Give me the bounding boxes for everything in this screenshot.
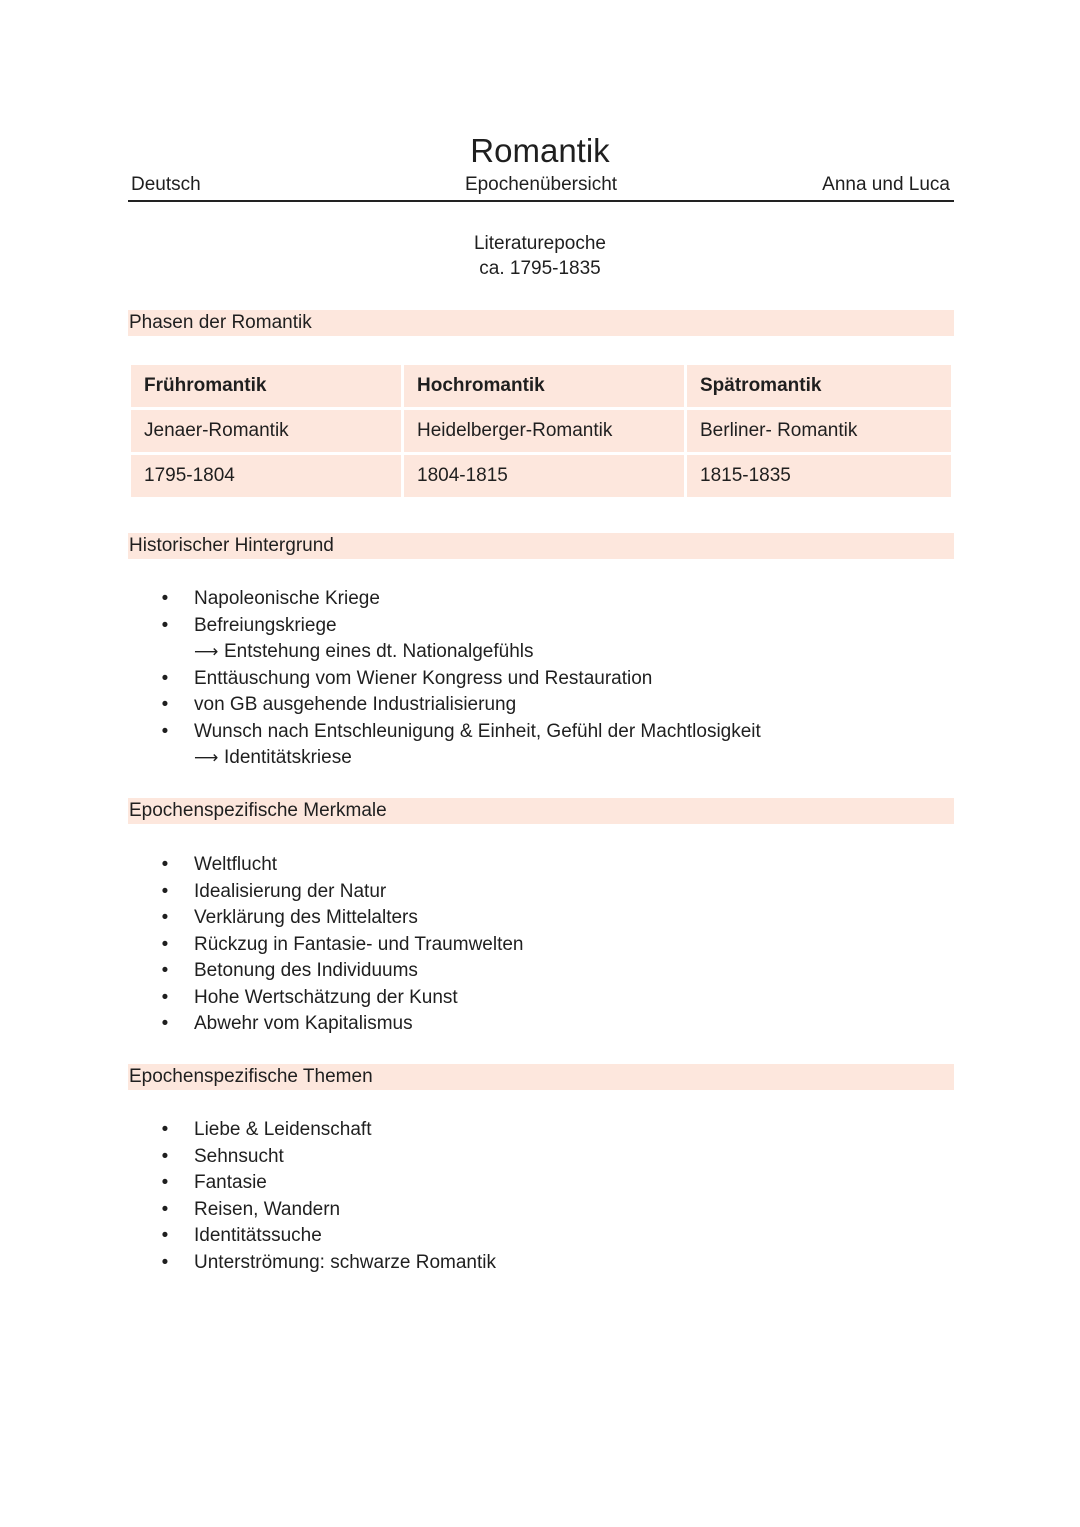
arrow-right-icon: ⟶ bbox=[194, 642, 219, 661]
list-item: • Hohe Wertschätzung der Kunst bbox=[160, 985, 524, 1012]
subtitle-label: Epochenübersicht bbox=[464, 174, 618, 195]
table-cell: Frühromantik bbox=[131, 365, 401, 407]
list-item: • Abwehr vom Kapitalismus bbox=[160, 1011, 524, 1038]
bullet-icon: • bbox=[161, 588, 169, 609]
table-row bbox=[131, 410, 951, 452]
intro-line-2: ca. 1795-1835 bbox=[479, 258, 601, 279]
themes-list bbox=[160, 1117, 496, 1276]
phases-table bbox=[128, 362, 954, 500]
bullet-icon: • bbox=[161, 1225, 169, 1246]
bullet-icon: • bbox=[161, 933, 169, 955]
list-item: • von GB ausgehende Industrialisierung bbox=[160, 692, 761, 719]
intro-block bbox=[0, 231, 1080, 281]
table-row bbox=[131, 455, 951, 497]
list-item: ⟶ Identitätskriese bbox=[160, 745, 761, 772]
bullet-icon: • bbox=[161, 986, 169, 1008]
bullet-icon: • bbox=[161, 1172, 169, 1193]
list-item: • Enttäuschung vom Wiener Kongress und Restauration bbox=[160, 666, 761, 693]
list-item: • Wunsch nach Entschleunigung & Einheit, Gefühl der Machtlosigkeit bbox=[160, 719, 761, 746]
features-list bbox=[160, 852, 524, 1038]
table-cell: Spätromantik bbox=[687, 365, 951, 407]
list-item: • Rückzug in Fantasie- und Traumwelten bbox=[160, 932, 524, 959]
list-item: • Liebe & Leidenschaft bbox=[160, 1117, 496, 1144]
bullet-icon: • bbox=[161, 694, 169, 715]
table-cell: Jenaer-Romantik bbox=[131, 410, 401, 452]
bullet-icon: • bbox=[161, 1145, 169, 1167]
bullet-icon: • bbox=[161, 1119, 169, 1140]
table-cell: Berliner- Romantik bbox=[687, 410, 951, 452]
list-item: • Weltflucht bbox=[160, 852, 524, 879]
arrow-right-icon: ⟶ bbox=[194, 748, 219, 767]
list-item: • Betonung des Individuums bbox=[160, 958, 524, 985]
list-item: • Unterströmung: schwarze Romantik bbox=[160, 1250, 496, 1277]
bullet-icon: • bbox=[161, 1013, 169, 1034]
bullet-icon: • bbox=[161, 854, 169, 875]
list-item: ⟶ Entstehung eines dt. Nationalgefühls bbox=[160, 639, 761, 666]
table-row bbox=[131, 365, 951, 407]
table-cell: 1815-1835 bbox=[687, 455, 951, 497]
page-title: Romantik bbox=[470, 132, 610, 169]
bullet-icon: • bbox=[161, 667, 169, 689]
section-heading-phases: Phasen der Romantik bbox=[128, 310, 954, 336]
list-item: • Napoleonische Kriege bbox=[160, 586, 761, 613]
section-heading-themes: Epochenspezifische Themen bbox=[128, 1064, 954, 1090]
intro-line-1: Literaturepoche bbox=[473, 233, 607, 254]
table-cell: Heidelberger-Romantik bbox=[404, 410, 684, 452]
subject-label: Deutsch bbox=[131, 174, 201, 195]
bullet-icon: • bbox=[161, 907, 169, 928]
header-row bbox=[128, 172, 954, 202]
bullet-icon: • bbox=[161, 1251, 169, 1273]
list-item: • Idealisierung der Natur bbox=[160, 879, 524, 906]
history-list bbox=[160, 586, 761, 772]
bullet-icon: • bbox=[161, 720, 169, 742]
bullet-icon: • bbox=[161, 880, 169, 902]
list-item: • Reisen, Wandern bbox=[160, 1197, 496, 1224]
list-item: • Befreiungskriege bbox=[160, 613, 761, 640]
bullet-icon: • bbox=[161, 1198, 169, 1220]
table-cell: Hochromantik bbox=[404, 365, 684, 407]
list-item: • Sehnsucht bbox=[160, 1144, 496, 1171]
table-cell: 1795-1804 bbox=[131, 455, 401, 497]
bullet-icon: • bbox=[161, 614, 169, 636]
bullet-icon: • bbox=[161, 960, 169, 981]
authors-label: Anna und Luca bbox=[822, 174, 950, 195]
section-heading-features: Epochenspezifische Merkmale bbox=[128, 798, 954, 824]
list-item: • Identitätssuche bbox=[160, 1223, 496, 1250]
list-item: • Fantasie bbox=[160, 1170, 496, 1197]
section-heading-history: Historischer Hintergrund bbox=[128, 533, 954, 559]
table-cell: 1804-1815 bbox=[404, 455, 684, 497]
list-item: • Verklärung des Mittelalters bbox=[160, 905, 524, 932]
